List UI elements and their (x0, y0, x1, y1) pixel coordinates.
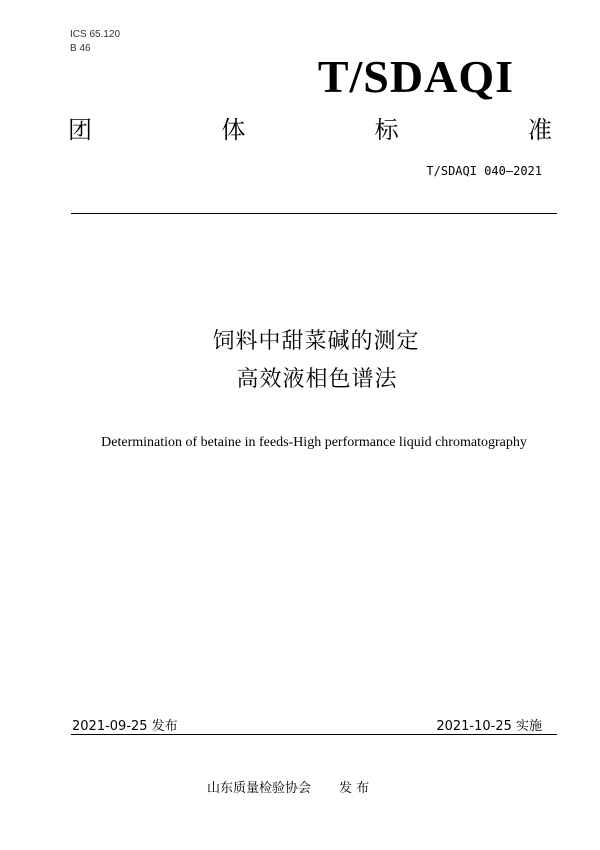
publisher-name: 山东质量检验协会 (207, 781, 312, 796)
standard-number: T/SDAQI 040—2021 (426, 164, 542, 178)
publisher-action: 发 布 (339, 781, 370, 796)
standard-type-char: 准 (527, 116, 552, 144)
issue-date: 2021-09-25 发布 (72, 719, 178, 734)
publisher (207, 777, 369, 796)
bottom-divider (71, 734, 557, 735)
title-en: Determination of betaine in feeds-High performance liquid chromatography (101, 435, 527, 450)
standard-type-char: 团 (68, 116, 92, 144)
standard-type (68, 114, 552, 146)
ccs-code: B 46 (70, 43, 91, 54)
standard-type-char: 体 (221, 116, 246, 144)
ics-code: ICS 65.120 (70, 29, 121, 40)
top-divider (71, 213, 557, 214)
classification-codes (70, 28, 120, 56)
title-zh-line1: 饲料中甜菜碱的测定 (212, 329, 420, 354)
implementation-date: 2021-10-25 实施 (436, 719, 542, 734)
title-zh-line2: 高效液相色谱法 (236, 367, 398, 392)
organization-code: T/SDAQI (317, 51, 514, 102)
standard-type-char: 标 (374, 116, 399, 144)
